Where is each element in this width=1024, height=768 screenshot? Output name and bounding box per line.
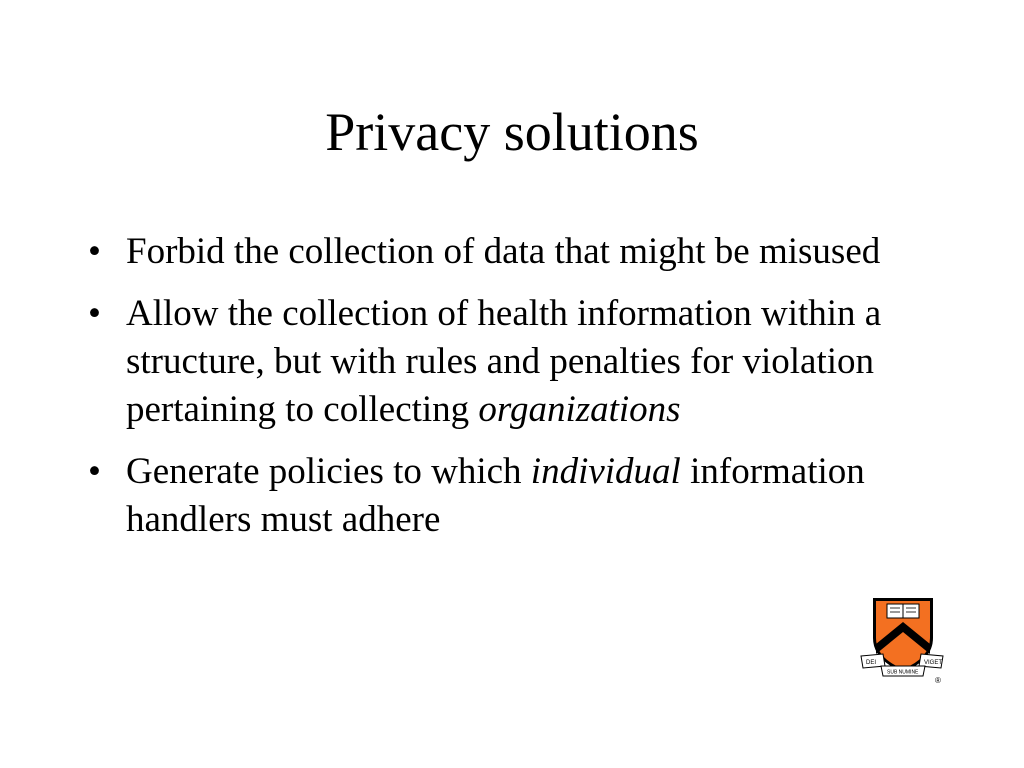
bullet-symbol: • — [88, 231, 101, 272]
registered-mark: ® — [935, 676, 941, 684]
slide-title: Privacy solutions — [325, 102, 699, 162]
bullet-text: Generate policies to which — [126, 451, 531, 492]
bullet-text: Allow the collection of health information within a structure, but with rules and penalties for violation pertaining to collecting — [126, 293, 882, 430]
bullet-list — [80, 228, 920, 558]
bullet-item — [80, 290, 920, 434]
banner-left: DEI — [866, 660, 877, 666]
bullet-symbol: • — [88, 451, 101, 492]
bullet-text-after: information handlers must adhere — [126, 451, 865, 540]
banner-middle: SUB NUMINE — [887, 669, 919, 676]
princeton-shield-logo — [857, 588, 949, 684]
bullet-symbol: • — [88, 293, 101, 334]
bullet-text: Forbid the collection of data that might be misused — [126, 231, 881, 272]
bullet-item — [80, 448, 920, 544]
banner-right: VIGET — [924, 660, 943, 666]
bullet-emphasis: individual — [530, 451, 681, 492]
bullet-emphasis: organizations — [478, 389, 681, 430]
bullet-item — [80, 228, 920, 276]
